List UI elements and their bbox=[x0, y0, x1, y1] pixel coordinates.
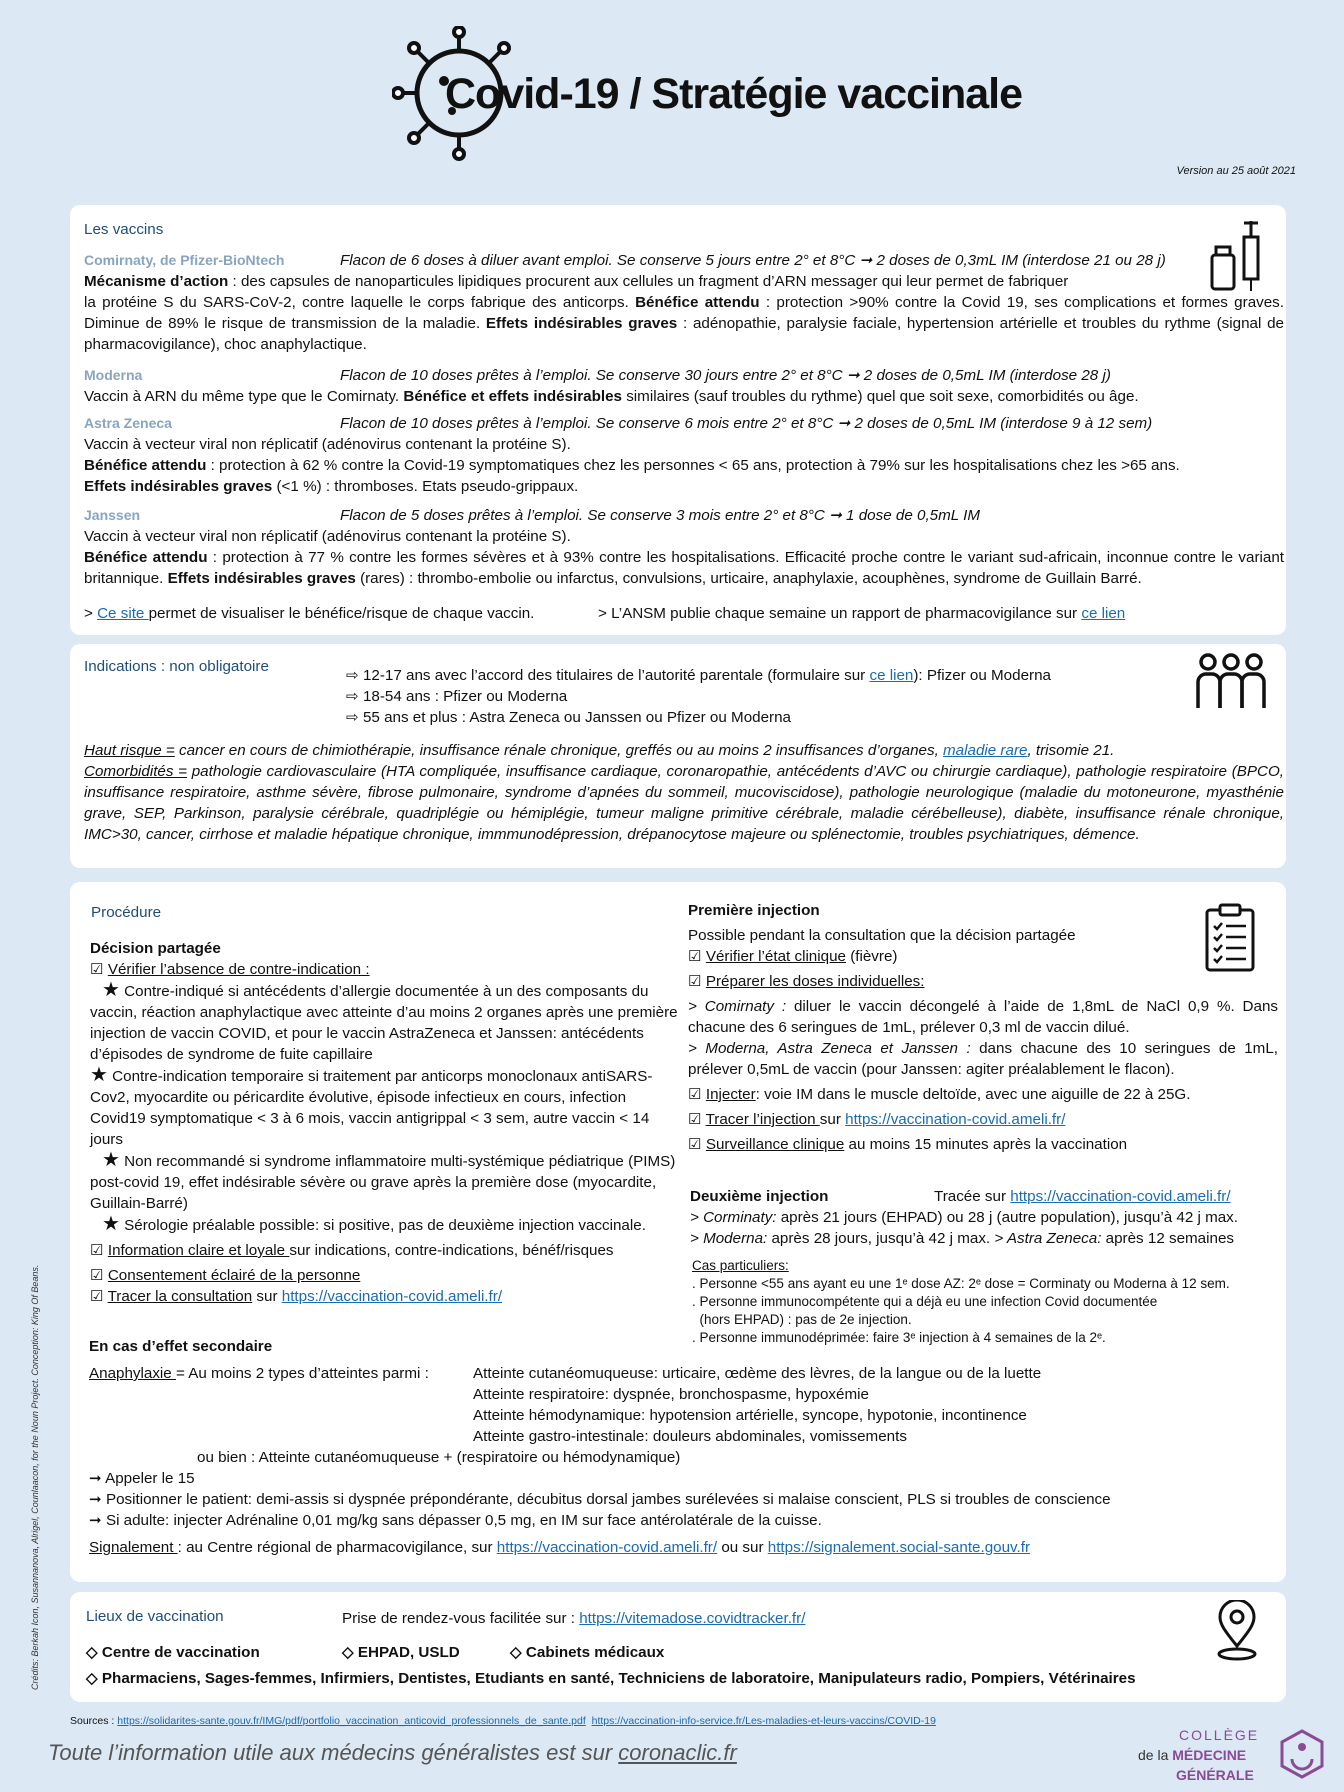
checkbox-contre-indication: ☑ Vérifier l’absence de contre-indication : bbox=[90, 961, 370, 978]
ansm-link[interactable]: ce lien bbox=[1081, 605, 1126, 622]
haut-risque: Haut risque = cancer en cours de chimiothérapie, insuffisance rénale chronique, greffés ou au moins 2 insuffisances d’organes, maladie rare, trisomie 21. bbox=[84, 742, 1115, 759]
people-icon bbox=[1196, 652, 1266, 710]
lieu-professionnels: ◇ Pharmaciens, Sages-femmes, Infirmiers, Dentistes, Etudiants en santé, Techniciens de laboratoire, Manipulateurs radio, Pompiers, Vétérinaires bbox=[86, 1670, 1136, 1687]
lieux-card bbox=[70, 1592, 1286, 1702]
comirnaty-header bbox=[84, 250, 1234, 271]
ameli-link[interactable]: https://vaccination-covid.ameli.fr/ bbox=[281, 1288, 503, 1305]
effet-secondaire: En cas d’effet secondaire Anaphylaxie = Au moins 2 types d’atteintes parmi : Atteinte cutanéomuqueuse: urticaire, œdème des lèvres, de la langue ou de la luette Atteinte respiratoire: dyspnée, bronchospasme, hypoxémie Atteinte hémodynamique: hypotension artérielle, syncope, hypotonie, incontinence Atteinte gastro-intestinale: douleurs abdominales, vomissements ou bien : Atteinte cutanéomuqueuse + (respiratoire ou hémodynamique) ➞ Appeler le 15 ➞ Positionner le patient: demi-assis si dyspnée prépondérante, décubitus dorsal jambes surélevées si malaise conscient, PLS si troubles de conscience ➞ Si adulte: injecter Adrénaline 0,01 mg/kg sans dépasser 0,5 mg, en IM sur face antérolatérale de la cuisse. Signalement : au Centre régional de pharmacovigilance, sur https://vaccination-covid.ameli.fr/ ou sur https://signalement.social-sante.gouv.fr bbox=[89, 1338, 1111, 1556]
ameli-link-4[interactable]: https://vaccination-covid.ameli.fr/ bbox=[496, 1539, 718, 1556]
location-pin-icon bbox=[1214, 1600, 1260, 1662]
moderna-flacon: Flacon de 10 doses prêtes à l’emploi. Se conserve 30 jours entre 2° et 8°C ➞ 2 doses de 0,5mL IM (interdose 28 j) bbox=[340, 367, 1111, 384]
comorbidites: Comorbidités = pathologie cardiovasculaire (HTA compliquée, insuffisance cardiaque, coronaropathie, antécédents d’AVC ou chirurgie cardiaque), pathologie respiratoire (BPCO, insuffisance respiratoire, asthme sévère, fibrose pulmonaire, syndrome d’apnées du sommeil, mucoviscidose), pathologie neurologique (maladie du motoneurone, myasthénie grave, SEP, Parkinson, paralysie cérébrale, quadriplégie ou hémiplégie, tumeur maligne primitive cérébrale, maladie cérébelleuse), diabète, insuffisance rénale chronique, IMC>30, cancer, cirrhose et maladie hépatique chronique, immmunodépression, drépanocytose majeure ou splénectomie, troubles psychiatriques, démence. bbox=[84, 763, 1285, 843]
lieu-ehpad: ◇ EHPAD, USLD bbox=[342, 1644, 460, 1661]
formulaire-link[interactable]: ce lien bbox=[869, 667, 914, 684]
page-title: Covid-19 / Stratégie vaccinale bbox=[445, 70, 1023, 118]
signalement-link[interactable]: https://signalement.social-sante.gouv.fr bbox=[767, 1539, 1031, 1556]
indication-12-17: ⇨ 12-17 ans avec l’accord des titulaires de l’autorité parentale (formulaire sur ce lien): Pfizer ou Moderna bbox=[346, 667, 1051, 684]
janssen-header bbox=[84, 505, 1234, 526]
rdv-line: Prise de rendez-vous facilitée sur : https://vitemadose.covidtracker.fr/ bbox=[342, 1610, 806, 1627]
moderna-details: Vaccin à ARN du même type que le Comirnaty. Bénéfice et effets indésirables similaires (sauf troubles du rythme) quel que soit sexe, comorbidités ou âge. bbox=[84, 388, 1139, 405]
vaccins-card bbox=[70, 205, 1286, 635]
maladie-rare-link[interactable]: maladie rare bbox=[943, 742, 1028, 759]
source-link-2[interactable]: https://vaccination-info-service.fr/Les-maladies-et-leurs-vaccins/COVID-19 bbox=[591, 1715, 936, 1727]
cas-particuliers: Cas particuliers: . Personne <55 ans ayant eu une 1ᵉ dose AZ: 2ᵉ dose = Corminaty ou Moderna à 12 sem. . Personne immunocompétente qui a déjà eu une infection Covid documentée (hors EHPAD) : pas de 2e injection. . Personne immunodéprimée: faire 3ᵉ injection à 4 semaines de la 2ᵉ. bbox=[692, 1258, 1230, 1345]
comirnaty-flacon: Flacon de 6 doses à diluer avant emploi. Se conserve 5 jours entre 2° et 8°C ➞ 2 doses de 0,3mL IM (interdose 21 ou 28 j) bbox=[340, 252, 1166, 269]
coronaclic-link[interactable]: coronaclic.fr bbox=[618, 1740, 737, 1765]
astra-header bbox=[84, 413, 1234, 434]
janssen-details: Vaccin à vecteur viral non réplicatif (adénovirus contenant la protéine S). Bénéfice attendu : protection à 77 % contre les formes sévères et à 93% contre les hospitalisations. Efficacité proche contre le variant sud-africain, inconnue contre le variant britannique. Effets indésirables graves (rares) : thrombo-embolie ou infarctus, convulsions, urticaire, anaphylaxie, acouphènes, syndrome de Guillain Barré. bbox=[84, 528, 1284, 587]
header bbox=[0, 0, 1344, 185]
vitemadose-link[interactable]: https://vitemadose.covidtracker.fr/ bbox=[579, 1610, 806, 1627]
indications-card bbox=[70, 644, 1286, 868]
indication-18-54: ⇨ 18-54 ans : Pfizer ou Moderna bbox=[346, 688, 568, 705]
ameli-link-3[interactable]: https://vaccination-covid.ameli.fr/ bbox=[1010, 1188, 1231, 1205]
janssen-name: Janssen bbox=[84, 507, 141, 523]
vaccins-title: Les vaccins bbox=[84, 221, 164, 238]
vaccins-links: > Ce site permet de visualiser le bénéfice/risque de chaque vaccin. > L’ANSM publie chaque semaine un rapport de pharmacovigilance sur ce lien bbox=[84, 605, 1126, 622]
lieux-title: Lieux de vaccination bbox=[86, 1608, 224, 1625]
comirnaty-mecanisme: Mécanisme d’action : des capsules de nanoparticules lipidiques procurent aux cellules un fragment d’ARN messager qui leur permet de fabriquer bbox=[84, 273, 1069, 290]
procedure-title: Procédure bbox=[91, 904, 162, 921]
indications-list bbox=[346, 665, 1186, 728]
lieu-cabinets: ◇ Cabinets médicaux bbox=[510, 1644, 665, 1661]
indications-title: Indications : non obligatoire bbox=[84, 658, 269, 675]
astra-flacon: Flacon de 10 doses prêtes à l’emploi. Se conserve 6 mois entre 2° et 8°C ➞ 2 doses de 0,5mL IM (interdose 9 à 12 sem) bbox=[340, 415, 1153, 432]
version-date: Version au 25 août 2021 bbox=[1176, 165, 1296, 177]
indication-55-plus: ⇨ 55 ans et plus : Astra Zeneca ou Janssen ou Pfizer ou Moderna bbox=[346, 709, 791, 726]
deuxieme-injection: Deuxième injection Tracée sur https://vaccination-covid.ameli.fr/ > Corminaty: après 21 jours (EHPAD) ou 28 j (autre population), jusqu’à 42 j max. > Moderna: après 28 jours, jusqu’à 42 j max. > Astra Zeneca: après 12 semaines bbox=[690, 1188, 1238, 1247]
janssen-flacon: Flacon de 5 doses prêtes à l’emploi. Se conserve 3 mois entre 2° et 8°C ➞ 1 dose de 0,5mL IM bbox=[340, 507, 981, 524]
procedure-card bbox=[70, 882, 1286, 1582]
decision-partagee: Décision partagée ☑ Vérifier l’absence de contre-indication : ★ Contre-indiqué si antécédents d’allergie documentée à un des composants du vaccin, réaction anaphylactique avec atteinte d’au moins 2 organes après une première injection de vaccin COVID, et pour le vaccin AstraZeneca et Janssen: antécédents d’épisodes de syndrome de fuite capillaire ★ Contre-indication temporaire si traitement par anticorps monoclonaux antiSARS-Cov2, myocardite ou péricardite évolutive, épisode infectieux en cours, infection Covid19 symptomatique < 3 à 6 mois, vaccin antigrippal < 3 sem, autre vaccin < 14 jours ★ Non recommandé si syndrome inflammatoire multi-systémique pédiatrique (PIMS) post-covid 19, effet indésirable sévère ou grave après la première dose (myocardite, Guillain-Barré) ★ Sérologie préalable possible: si positive, pas de deuxième injection vaccinale. ☑ Information claire et loyale sur indications, contre-indications, bénéf/risques ☑ Consentement éclairé de la personne ☑ Tracer la consultation sur https://vaccination-covid.ameli.fr/ bbox=[90, 938, 680, 1307]
astra-name: Astra Zeneca bbox=[84, 415, 172, 431]
moderna-name: Moderna bbox=[84, 367, 143, 383]
comirnaty-details: la protéine S du SARS-CoV-2, contre laquelle le corps fabrique des anticorps. Bénéfice attendu : protection >90% contre la Covid 19, ses complications et formes graves. Diminue de 89% le risque de transmission de la maladie. Effets indésirables graves : adénopathie, paralysie faciale, hypertension artérielle et troubles du rythme (signal de pharmacovigilance), choc anaphylactique. bbox=[84, 294, 1285, 353]
astra-details: Vaccin à vecteur viral non réplicatif (adénovirus contenant la protéine S). Bénéfice attendu : protection à 62 % contre la Covid-19 symptomatiques chez les personnes < 65 ans, protection à 79% sur les hospitalisations chez les >65 ans. Effets indésirables graves (<1 %) : thromboses. Etats pseudo-grippaux. bbox=[84, 436, 1180, 495]
source-link-1[interactable]: https://solidarites-sante.gouv.fr/IMG/pdf/portfolio_vaccination_anticovid_professionnels_de_sante.pdf bbox=[117, 1715, 586, 1727]
comirnaty-name: Comirnaty, de Pfizer-BioNtech bbox=[84, 252, 285, 268]
premiere-injection: Première injection Possible pendant la consultation que la décision partagée ☑ Vérifier l’état clinique (fièvre) ☑ Préparer les doses individuelles: > Comirnaty : diluer le vaccin décongelé à l’aide de 1,8mL de NaCl 0,9 %. Dans chacune des 6 seringues de 1mL, prélever 0,3 ml de vaccin dilué. > Moderna, Astra Zeneca et Janssen : dans chacune des 10 seringues de 1mL, prélever 0,5mL de vaccin (pour Janssen: agiter préalablement le flacon). ☑ Injecter: voie IM dans le muscle deltoïde, avec une aiguille de 22 à 25G. ☑ Tracer l’injection sur https://vaccination-covid.ameli.fr/ ☑ Surveillance clinique au moins 15 minutes après la vaccination bbox=[688, 902, 1279, 1153]
credits: Crédits: Berkah Icon, Susannanova, Alrigel, Counlaacon, for the Noun Project. Conception: King Of Beans. bbox=[30, 1264, 40, 1690]
ce-site-link[interactable]: Ce site bbox=[97, 605, 149, 622]
moderna-header bbox=[84, 365, 1234, 386]
tagline: Toute l’information utile aux médecins généralistes est sur coronaclic.fr bbox=[48, 1740, 737, 1765]
college-logo: COLLÈGE de la MÉDECINE GÉNÉRALE bbox=[1130, 1725, 1330, 1785]
sources: Sources : https://solidarites-sante.gouv.fr/IMG/pdf/portfolio_vaccination_anticovid_professionnels_de_sante.pdf https://vaccination-info-service.fr/Les-maladies-et-leurs-vaccins/COVID-19 bbox=[70, 1715, 936, 1727]
lieu-centre: ◇ Centre de vaccination bbox=[86, 1644, 260, 1661]
college-logo-icon bbox=[1280, 1729, 1324, 1779]
ameli-link-2[interactable]: https://vaccination-covid.ameli.fr/ bbox=[845, 1111, 1066, 1128]
